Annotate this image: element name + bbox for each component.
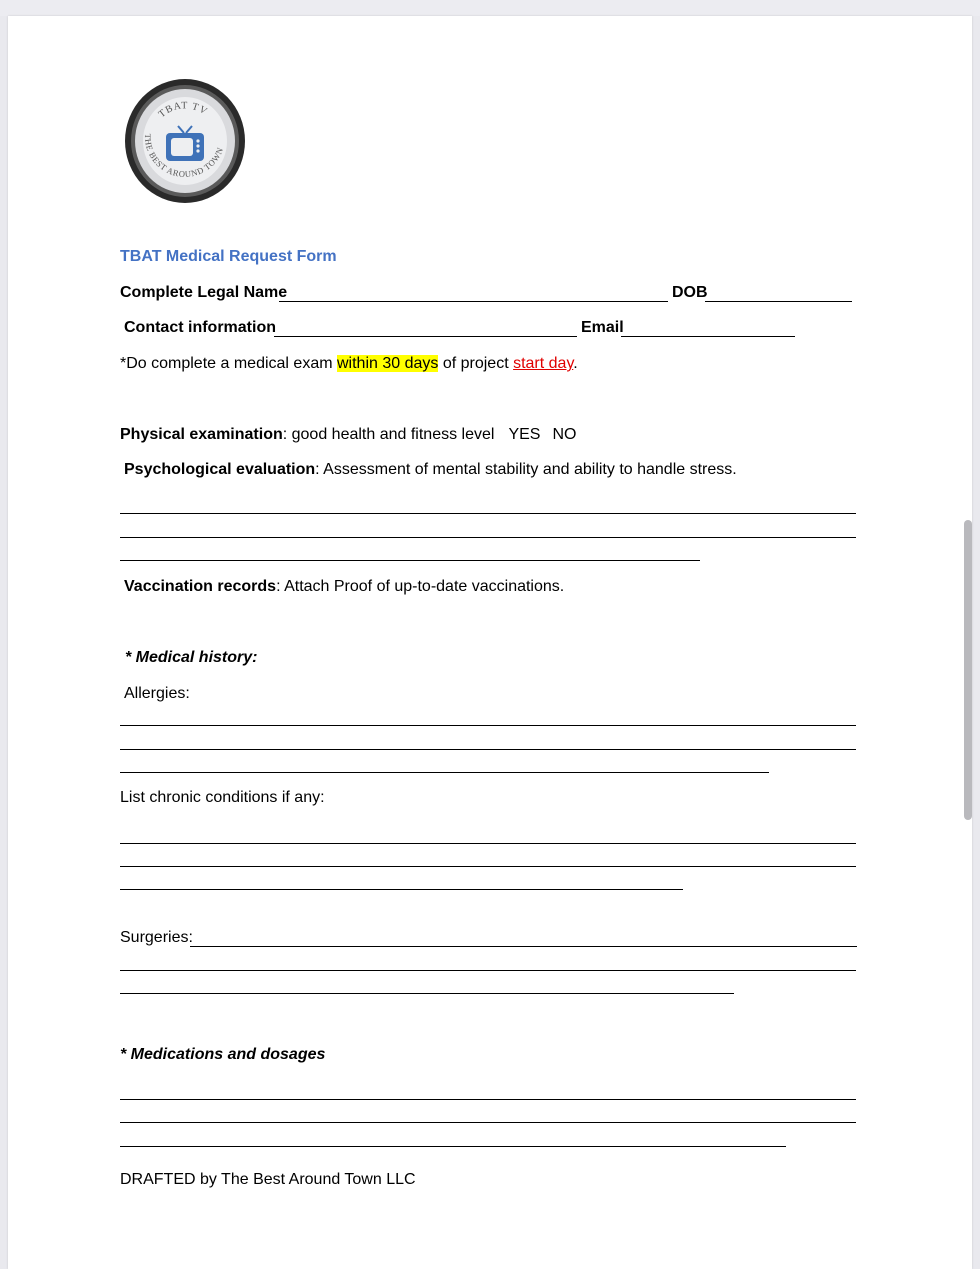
medications-line-3[interactable] — [120, 1146, 786, 1147]
physical-exam-line: Physical examination: good health and fitness level YES NO — [120, 426, 577, 443]
chronic-conditions-label: List chronic conditions if any: — [120, 789, 325, 806]
email-label: Email — [581, 319, 624, 336]
dob-label: DOB — [672, 284, 708, 301]
vertical-scrollbar[interactable] — [964, 520, 972, 820]
logo-ring-text: THE BEST AROUND TOWN — [142, 133, 226, 180]
tbat-logo — [124, 78, 246, 204]
medical-history-heading: * Medical history: — [125, 649, 258, 666]
notice-highlight: within 30 days — [336, 355, 439, 372]
surgeries-label: Surgeries: — [120, 929, 193, 946]
contact-label: Contact information — [124, 319, 276, 336]
footer-text: DRAFTED by The Best Around Town LLC — [120, 1171, 416, 1188]
surgeries-line-3[interactable] — [120, 993, 734, 994]
form-title: TBAT Medical Request Form — [120, 248, 337, 265]
psych-eval-line: Psychological evaluation: Assessment of mental stability and ability to handle stress. — [124, 461, 737, 478]
no-option[interactable]: NO — [552, 426, 577, 443]
chronic-line-3[interactable] — [120, 889, 683, 890]
medications-heading: * Medications and dosages — [120, 1046, 326, 1063]
allergies-line-1[interactable] — [120, 725, 856, 726]
psych-line-1[interactable] — [120, 513, 856, 514]
allergies-line-3[interactable] — [120, 772, 769, 773]
legal-name-field[interactable] — [279, 301, 668, 302]
surgeries-line-1[interactable] — [190, 946, 857, 947]
window-top-bar — [0, 0, 980, 16]
exam-notice: *Do complete a medical exam within 30 days of project start day. — [120, 355, 578, 372]
psych-line-3[interactable] — [120, 560, 700, 561]
psych-line-2[interactable] — [120, 537, 856, 538]
vaccination-line: Vaccination records: Attach Proof of up-to-date vaccinations. — [124, 578, 565, 595]
allergies-line-2[interactable] — [120, 749, 856, 750]
logo-top-text: TBAT TV — [156, 100, 210, 121]
legal-name-label: Complete Legal Name — [120, 284, 288, 301]
yes-option[interactable]: YES — [508, 426, 541, 443]
allergies-label: Allergies: — [124, 685, 190, 702]
email-field[interactable] — [621, 336, 795, 337]
medications-line-2[interactable] — [120, 1122, 856, 1123]
medications-line-1[interactable] — [120, 1099, 856, 1100]
chronic-line-1[interactable] — [120, 843, 856, 844]
start-day-link: start day — [513, 355, 574, 372]
chronic-line-2[interactable] — [120, 866, 856, 867]
dob-field[interactable] — [705, 301, 852, 302]
surgeries-line-2[interactable] — [120, 970, 856, 971]
contact-field[interactable] — [274, 336, 577, 337]
